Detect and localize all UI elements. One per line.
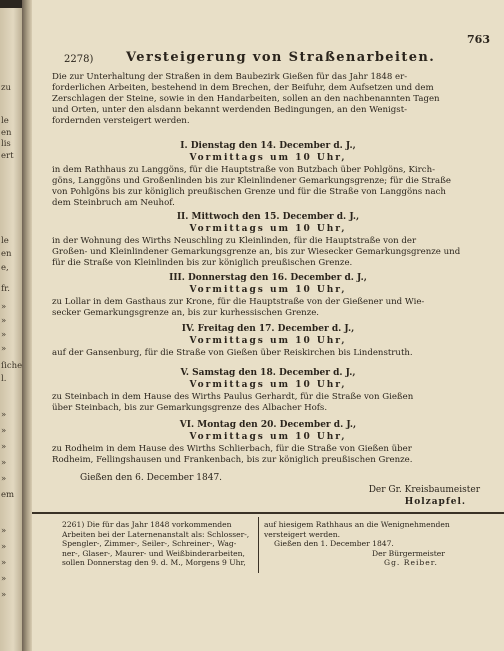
text-line: göns, Langgöns und Großenlinden bis zur Kleinlindener Gemarkungsgrenze; für die Straße — [52, 176, 451, 186]
section-time: Vormittags um 10 Uhr, — [189, 153, 347, 163]
text-line: Arbeiten bei der Laternenanstalt als: Schlosser-, — [62, 529, 250, 539]
margin-fragment: lis — [1, 139, 11, 149]
section-text — [52, 392, 490, 414]
text-line: Die zur Unterhaltung der Straßen in dem Baubezirk Gießen für das Jahr 1848 er- — [52, 72, 408, 82]
margin-fragment: » — [1, 302, 7, 312]
text-line: Großen- und Kleinlindener Gemarkungsgrenze an, bis zur Wiesecker Gemarkungsgrenze und — [52, 247, 461, 257]
section-text — [52, 297, 490, 319]
column-divider — [258, 517, 259, 573]
section-date: II. Mittwoch den 15. December d. J., — [176, 212, 360, 222]
notice-title: Versteigerung von Straßenarbeiten. — [126, 50, 436, 65]
margin-fragment: » — [1, 442, 7, 452]
book-gutter — [22, 0, 32, 651]
margin-fragment: » — [1, 542, 7, 552]
place-date: Gießen den 6. December 1847. — [80, 473, 223, 483]
text-line: dem Steinbruch am Neuhof. — [52, 198, 175, 208]
text-line: zu Steinbach in dem Hause des Wirths Paulus Gerhardt, für die Straße von Gießen — [52, 392, 414, 402]
section-date: III. Donnerstag den 16. December d. J., — [169, 273, 367, 283]
section-time: Vormittags um 10 Uhr, — [189, 224, 347, 234]
section-date: V. Samstag den 18. December d. J., — [180, 368, 356, 378]
section-text — [52, 444, 490, 466]
section-text — [52, 348, 490, 359]
margin-fragment: en — [1, 128, 12, 138]
margin-fragment: ert — [1, 151, 14, 161]
text-line: auf der Gansenburg, für die Straße von Gießen über Reiskirchen bis Lindenstruth. — [52, 348, 413, 358]
margin-fragment: » — [1, 410, 7, 420]
notice2-left-column — [62, 520, 262, 568]
text-line: auf hiesigem Rathhaus an die Wenignehmenden — [264, 520, 450, 529]
margin-fragment: » — [1, 574, 7, 584]
text-line: forderlichen Arbeiten, bestehend in dem Brechen, der Beifuhr, dem Aufsetzen und dem — [52, 83, 434, 93]
text-line: zu Lollar in dem Gasthaus zur Krone, für die Hauptstraße von der Gießener und Wie- — [52, 297, 425, 307]
text-line: in der Wohnung des Wirths Neuschling zu Kleinlinden, für die Hauptstraße von der — [52, 236, 417, 246]
page-number: 763 — [467, 33, 490, 46]
text-line: fordernden versteigert werden. — [52, 116, 190, 126]
intro-paragraph — [52, 72, 490, 127]
section-divider — [32, 512, 504, 514]
adjacent-page-edge — [0, 8, 22, 651]
margin-fragment: fr. — [1, 284, 10, 294]
text-line: und Orten, unter den alsdann bekannt werdenden Bedingungen, an den Wenigst- — [52, 105, 408, 115]
text-line: Zerschlagen der Steine, sowie in den Handarbeiten, sollen an den nachbenannten Tagen — [52, 94, 440, 104]
section-text — [52, 165, 490, 209]
text-line: Gießen den 1. December 1847. — [274, 539, 394, 549]
margin-fragment: en — [1, 249, 12, 259]
margin-fragment: e, — [1, 263, 9, 273]
text-line: Spengler-, Zimmer-, Seiler-, Schreiner-, Wag- — [62, 539, 237, 549]
text-line: über Steinbach, bis zur Gemarkungsgrenze des Albacher Hofs. — [52, 403, 328, 413]
section-time: Vormittags um 10 Uhr, — [189, 432, 347, 442]
section-date: I. Dienstag den 14. December d. J., — [180, 141, 356, 151]
margin-fragment: » — [1, 590, 7, 600]
margin-fragment: » — [1, 344, 7, 354]
signature-name: Holzapfel. — [404, 497, 466, 507]
margin-fragment: em — [1, 490, 15, 500]
margin-fragment: » — [1, 316, 7, 326]
notice2-right-column — [264, 520, 490, 568]
text-line: Rodheim, Fellingshausen und Frankenbach, bis zur königlich preußischen Grenze. — [52, 455, 413, 465]
text-line: ner-, Glaser-, Maurer- und Weißbinderarbeiten, — [62, 548, 245, 558]
margin-fragment: » — [1, 558, 7, 568]
margin-fragment: » — [1, 526, 7, 536]
text-line: zu Rodheim in dem Hause des Wirths Schlierbach, für die Straße von Gießen über — [52, 444, 412, 454]
section-time: Vormittags um 10 Uhr, — [189, 336, 347, 346]
margin-fragment: zu — [1, 83, 11, 93]
text-line: von Pohlgöns bis zur königlich preußischen Grenze und für die Straße von Langgöns nach — [52, 187, 446, 197]
text-line: 2261) Die für das Jahr 1848 vorkommenden — [62, 520, 232, 529]
margin-fragment: » — [1, 426, 7, 436]
section-time: Vormittags um 10 Uhr, — [189, 380, 347, 390]
text-line: versteigert werden. — [264, 529, 341, 539]
notice-number: 2278) — [64, 54, 94, 65]
section-date: IV. Freitag den 17. December d. J., — [181, 324, 355, 334]
section-text — [52, 236, 490, 269]
section-date: VI. Montag den 20. December d. J., — [179, 420, 357, 430]
signature-role: Der Bürgermeister — [372, 548, 445, 558]
document-page — [32, 0, 504, 651]
text-line: sollen Donnerstag den 9. d. M., Morgens 9 Uhr, — [62, 558, 246, 568]
margin-fragment: » — [1, 474, 7, 484]
margin-fragment: le — [1, 236, 9, 246]
margin-fragment: l. — [1, 374, 7, 384]
signature-role: Der Gr. Kreisbaumeister — [368, 485, 480, 495]
section-time: Vormittags um 10 Uhr, — [189, 285, 347, 295]
margin-fragment: » — [1, 330, 7, 340]
margin-fragment: le — [1, 116, 9, 126]
text-line: für die Straße von Kleinlinden bis zur königlich preußischen Grenze. — [52, 258, 353, 268]
margin-fragment: ſiche — [1, 361, 23, 371]
text-line: in dem Rathhaus zu Langgöns, für die Hauptstraße von Butzbach über Pohlgöns, Kirch- — [52, 165, 436, 175]
signature-name: Gg. Reiber. — [384, 558, 438, 568]
margin-fragment: » — [1, 458, 7, 468]
text-line: secker Gemarkungsgrenze an, bis zur kurhessischen Grenze. — [52, 308, 320, 318]
